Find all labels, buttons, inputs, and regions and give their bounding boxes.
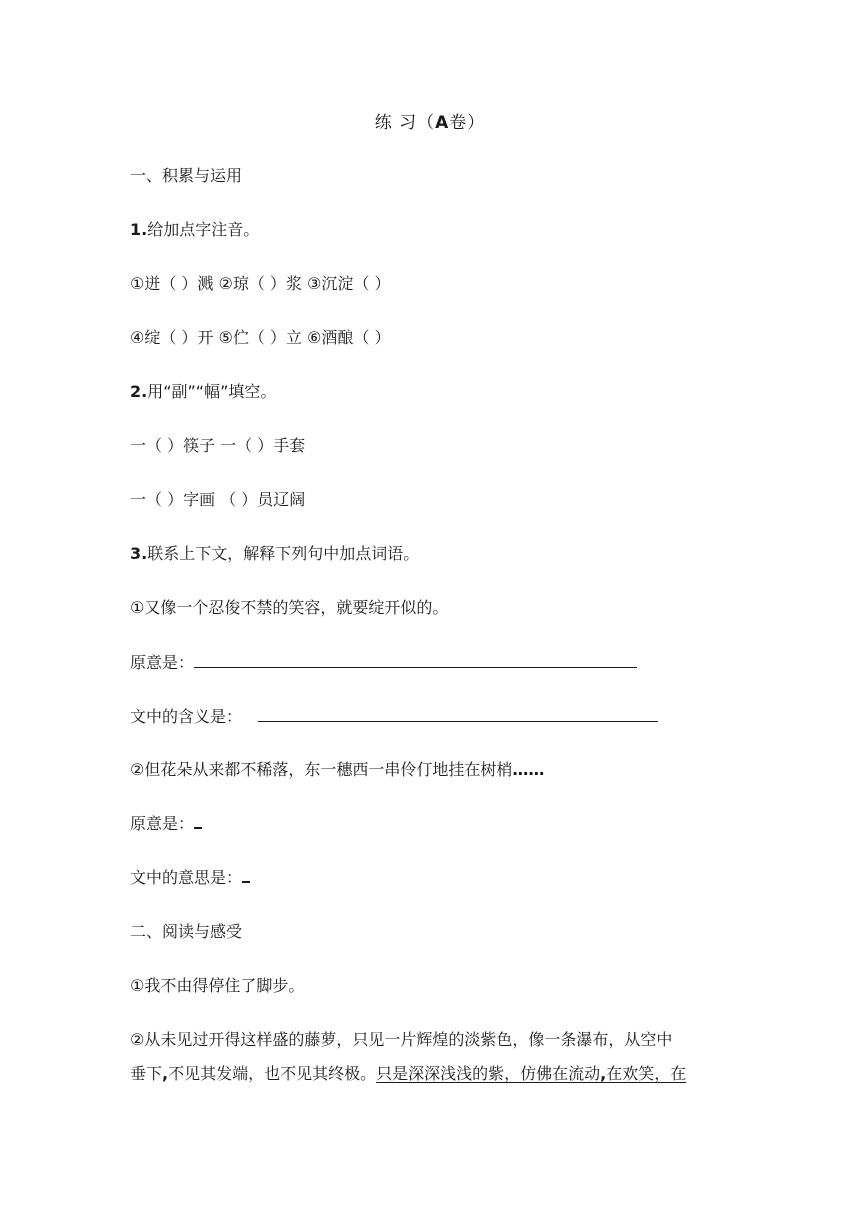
q3-s2-original-meaning: [130, 813, 202, 835]
text-segment: 垂下: [130, 1064, 163, 1083]
bold-comma: ,: [600, 1064, 607, 1083]
q3-sentence2: [130, 759, 544, 781]
underlined-sentence: [376, 1064, 686, 1083]
answer-blank-short[interactable]: [194, 813, 202, 829]
q2-row2: 一（ ）字画 （ ）员辽阔: [130, 490, 306, 509]
answer-blank-line[interactable]: [258, 705, 658, 722]
q2-text: 用“副”“幅”填空。: [147, 382, 277, 401]
paragraph-2-line-2: [130, 1057, 730, 1091]
original-meaning-label: 原意是：: [130, 814, 195, 833]
reading-paragraph-2: [130, 1023, 730, 1091]
q3-s2-text: ②但花朵从来都不稀落，东一穗西一串伶仃地挂在树梢: [130, 760, 513, 779]
q3-s2-context-meaning: [130, 867, 250, 889]
q3-prompt: [130, 543, 419, 565]
q1-number: 1.: [130, 220, 148, 239]
title-suffix: 卷）: [449, 113, 486, 133]
title-bold-letter: A: [435, 113, 450, 133]
q3-text: 联系上下文，解释下列句中加点词语。: [147, 544, 420, 563]
title-prefix: 练 习（: [374, 113, 436, 133]
original-meaning-label: 原意是：: [130, 653, 195, 672]
text-segment: 在欢笑，在: [606, 1064, 687, 1083]
text-segment: 只是深深浅浅的紫，仿佛在流动: [376, 1064, 601, 1083]
q1-text: 给加点字注音。: [147, 220, 260, 239]
q1-row1: ①迸（ ）溅 ②琼（ ）浆 ③沉淀（ ）: [130, 274, 391, 293]
q3-s1-context-meaning: [130, 705, 658, 728]
q1-row2: ④绽（ ）开 ⑤伫（ ）立 ⑥酒酿（ ）: [130, 328, 391, 347]
q2-row1: 一（ ）筷子 一（ ）手套: [130, 436, 306, 455]
bold-comma: ,: [162, 1064, 169, 1083]
q2-prompt: [130, 381, 276, 403]
section2-heading: 二、阅读与感受: [130, 922, 243, 941]
section1-heading: 一、积累与运用: [130, 166, 243, 185]
answer-blank-line[interactable]: [194, 651, 637, 668]
q3-s1-original-meaning: [130, 651, 637, 674]
context-meaning-label: 文中的意思是：: [130, 868, 243, 887]
answer-blank-short[interactable]: [242, 867, 250, 883]
q3-s2-ellipsis: ……: [512, 760, 545, 779]
q2-number: 2.: [130, 382, 148, 401]
text-segment: 不见其发端，也不见其终极。: [168, 1064, 377, 1083]
q3-number: 3.: [130, 544, 148, 563]
q3-sentence1: ①又像一个忍俊不禁的笑容，就要绽开似的。: [130, 598, 449, 617]
page-title: [0, 108, 860, 133]
reading-paragraph-1: ①我不由得停住了脚步。: [130, 976, 305, 995]
paragraph-2-line-1: ②从未见过开得这样盛的藤萝，只见一片辉煌的淡紫色，像一条瀑布，从空中: [130, 1030, 673, 1049]
q1-prompt: [130, 219, 259, 241]
context-meaning-label: 文中的含义是：: [130, 707, 243, 726]
